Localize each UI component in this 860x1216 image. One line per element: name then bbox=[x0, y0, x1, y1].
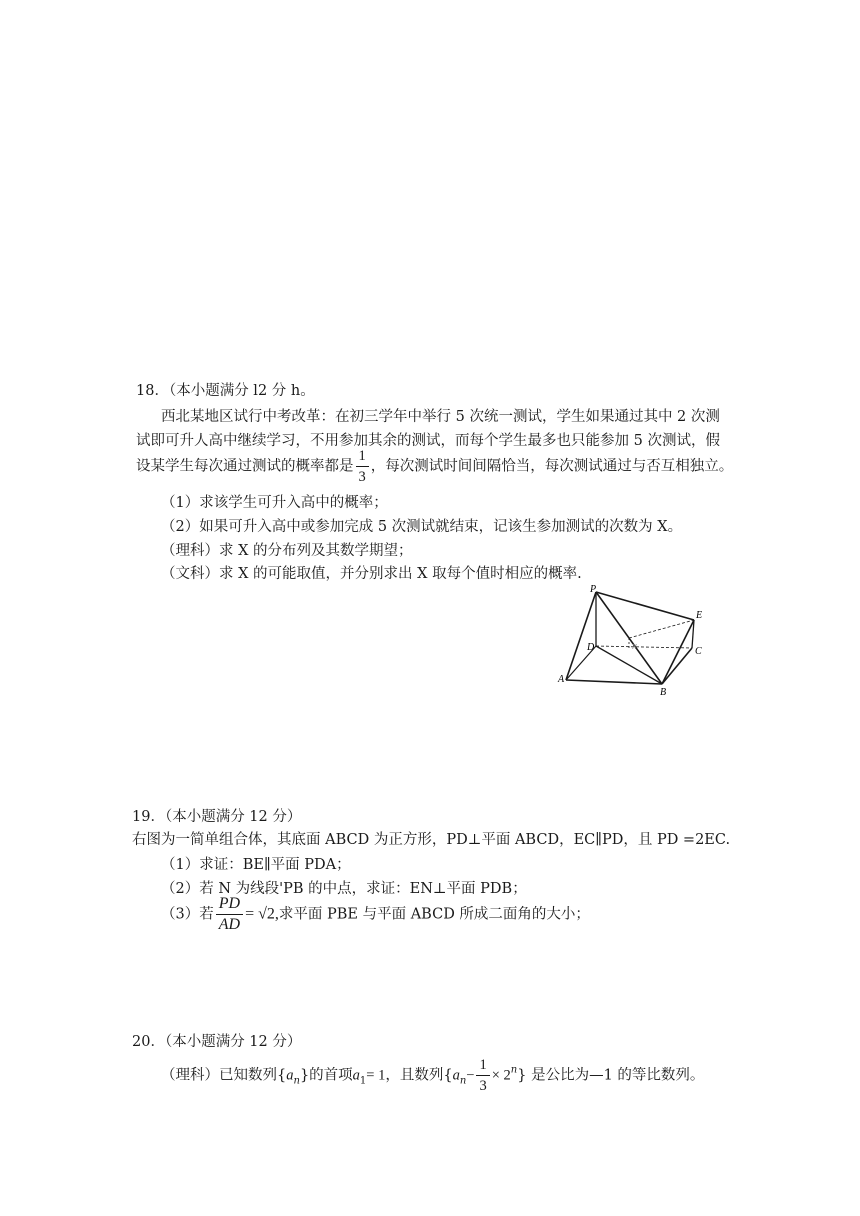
q20-seq-a: a bbox=[286, 1067, 294, 1084]
q20-fraction bbox=[476, 1055, 489, 1096]
q19-para1: 右图为一简单组合体，其底面 ABCD 为正方形，PD⊥平面 ABCD，EC∥PD，且 PD =2EC. bbox=[132, 832, 731, 848]
q19-equation: = √2, bbox=[245, 905, 279, 923]
q18-header: 18．（本小题满分 l2 分 h。 bbox=[136, 383, 315, 399]
q18-item1: （1）求该学生可升入高中的概率； bbox=[161, 495, 388, 511]
q20-seq2-n: n bbox=[459, 1075, 467, 1087]
q18-para3-post: ，每次测试时间间隔恰当，每次测试通过与否互相独立。 bbox=[370, 458, 734, 475]
q20-a1-sub: 1 bbox=[359, 1075, 367, 1087]
q18-item2: （2）如果可升入高中或参加完成 5 次测试就结束，记该生参加测试的次数为 X。 bbox=[161, 519, 683, 535]
q18-frac-num: 1 bbox=[356, 446, 369, 467]
q20-a1-eq: = 1 bbox=[366, 1067, 386, 1084]
q19-item3-post: 求平面 PBE 与平面 ABCD 所成二面角的大小； bbox=[278, 906, 590, 923]
q20-frac-den: 3 bbox=[479, 1078, 487, 1094]
q19-frac-den: AD bbox=[218, 916, 241, 933]
q20-mid1: }的首项 bbox=[299, 1067, 353, 1084]
q20-header: 20．（本小题满分 12 分） bbox=[132, 1034, 302, 1050]
q19-fraction bbox=[216, 894, 243, 935]
q20-mid2: ，且数列{ bbox=[385, 1067, 453, 1084]
q20-pre: （理科）已知数列{ bbox=[161, 1067, 287, 1084]
q19-frac-num: PD bbox=[216, 894, 243, 915]
q18-para1: 西北某地区试行中考改革：在初三学年中举行 5 次统一测试，学生如果通过其中 2 次测 bbox=[161, 409, 720, 425]
q19-item3 bbox=[161, 894, 590, 935]
q18-para3 bbox=[136, 446, 733, 487]
q20-post: } 是公比为—1 的等比数列。 bbox=[517, 1067, 705, 1084]
q19-item2: （2）若 N 为线段'PB 的中点，求证：EN⊥平面 PDB； bbox=[161, 881, 527, 897]
q18-fraction bbox=[356, 446, 369, 487]
label-n: N bbox=[632, 643, 637, 651]
label-d: D bbox=[587, 642, 595, 653]
label-a: A bbox=[558, 674, 565, 685]
q20-frac-num: 1 bbox=[476, 1055, 489, 1076]
q18-item3: （理科）求 X 的分布列及其数学期望； bbox=[161, 543, 413, 559]
label-p: P bbox=[590, 584, 597, 595]
q20-seq2-a: a bbox=[452, 1067, 460, 1084]
edge-pe bbox=[596, 592, 694, 620]
edge-dc bbox=[596, 646, 692, 648]
q20-seq2-times: × 2 bbox=[491, 1067, 511, 1084]
edge-ab bbox=[566, 680, 662, 684]
q20-seq-n: n bbox=[293, 1075, 300, 1087]
q20-line bbox=[161, 1055, 704, 1096]
q18-para2: 试即可升人高中继续学习，不用参加其余的测试，而每个学生最多也只能参加 5 次测试，假 bbox=[136, 433, 720, 449]
q18-item4: （文科）求 X 的可能取值，并分别求出 X 取每个值时相应的概率. bbox=[161, 566, 582, 582]
edge-db bbox=[596, 646, 662, 684]
edge-ne bbox=[629, 620, 694, 638]
edge-pa bbox=[566, 592, 596, 680]
q19-item1: （1）求证：BE∥平面 PDA； bbox=[161, 857, 351, 873]
q19-item3-pre: （3）若 bbox=[161, 906, 214, 923]
q18-frac-den: 3 bbox=[358, 469, 366, 485]
q20-seq2-pow: n bbox=[510, 1064, 518, 1076]
q18-para3-pre: 设某学生每次通过测试的概率都是 bbox=[136, 458, 354, 475]
q19-header: 19．（本小题满分 12 分） bbox=[132, 809, 302, 825]
q20-seq2-minus: − bbox=[466, 1067, 475, 1084]
label-e: E bbox=[696, 610, 703, 621]
geometry-figure bbox=[556, 584, 716, 704]
q20-a1: a bbox=[352, 1067, 360, 1084]
label-c: C bbox=[695, 646, 702, 657]
label-b: B bbox=[660, 687, 667, 698]
